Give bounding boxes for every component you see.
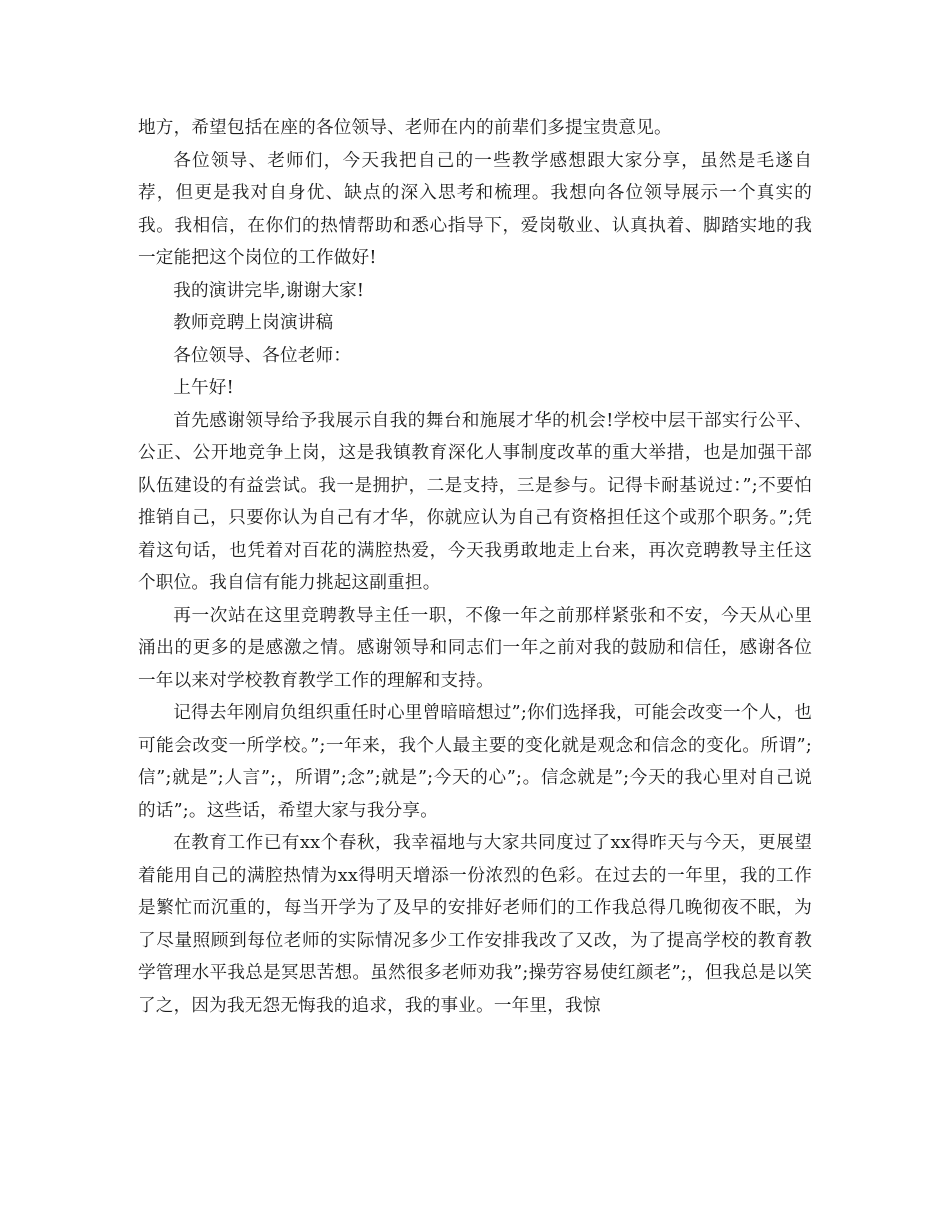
paragraph-3: 我的演讲完毕,谢谢大家!: [173, 280, 365, 301]
paragraph-1: 地方，希望包括在座的各位领导、老师在内的前辈们多提宝贵意见。: [138, 118, 672, 138]
paragraph-2: 各位领导、老师们，今天我把自己的一些教学感想跟大家分享，虽然是毛遂自荐，但更是我对自身优、缺点的深入思考和梳理。我想向各位领导展示一个真实的我。我相信，在你们的热情帮助和悉心指导下，爱岗敬业、认真执着、脚踏实地的我一定能把这个岗位的工作做好!: [138, 150, 812, 268]
document-page: [138, 112, 812, 1022]
greeting: 上午好!: [173, 378, 234, 398]
paragraph-7: 首先感谢领导给予我展示自我的舞台和施展才华的机会!学校中层干部实行公平、公正、公开地竞争上岗，这是我镇教育深化人事制度改革的重大举措，也是加强干部队伍建设的有益尝试。我一是拥护，二是支持，三是参与。记得卡耐基说过：”;不要怕推销自己，只要你认为自己有才华，你就应认为自己有资格担任这个或那个职务。”;凭着这句话，也凭着对百花的满腔热爱，今天我勇敢地走上台来，再次竞聘教导主任这个职位。我自信有能力挑起这副重担。: [138, 410, 812, 593]
paragraph-9: 记得去年刚肩负组织重任时心里曾暗暗想过”;你们选择我，可能会改变一个人，也可能会改变一所学校。”;一年来，我个人最主要的变化就是观念和信念的变化。所谓”;信”;就是”;人言”;，所谓”;念”;就是”;今天的心”;。信念就是”;今天的我心里对自己说的话”;。这些话，希望大家与我分享。: [138, 703, 812, 821]
paragraph-8: 再一次站在这里竞聘教导主任一职，不像一年之前那样紧张和不安，今天从心里涌出的更多的是感激之情。感谢领导和同志们一年之前对我的鼓励和信任，感谢各位一年以来对学校教育教学工作的理解和支持。: [138, 605, 812, 691]
paragraph-10: 在教育工作已有xx个春秋，我幸福地与大家共同度过了xx得昨天与今天，更展望着能用自己的满腔热情为xx得明天增添一份浓烈的色彩。在过去的一年里，我的工作是繁忙而沉重的，每当开学为了及早的安排好老师们的工作我总得几晚彻夜不眠，为了尽量照顾到每位老师的实际情况多少工作安排我改了又改，为了提高学校的教育教学管理水平我总是冥思苦想。虽然很多老师劝我”;操劳容易使红颜老”;，但我总是以笑了之，因为我无怨无悔我的追求，我的事业。一年里，我惊: [138, 833, 812, 1016]
salutation: 各位领导、各位老师：: [173, 345, 352, 366]
speech-title: 教师竞聘上岗演讲稿: [173, 313, 334, 333]
